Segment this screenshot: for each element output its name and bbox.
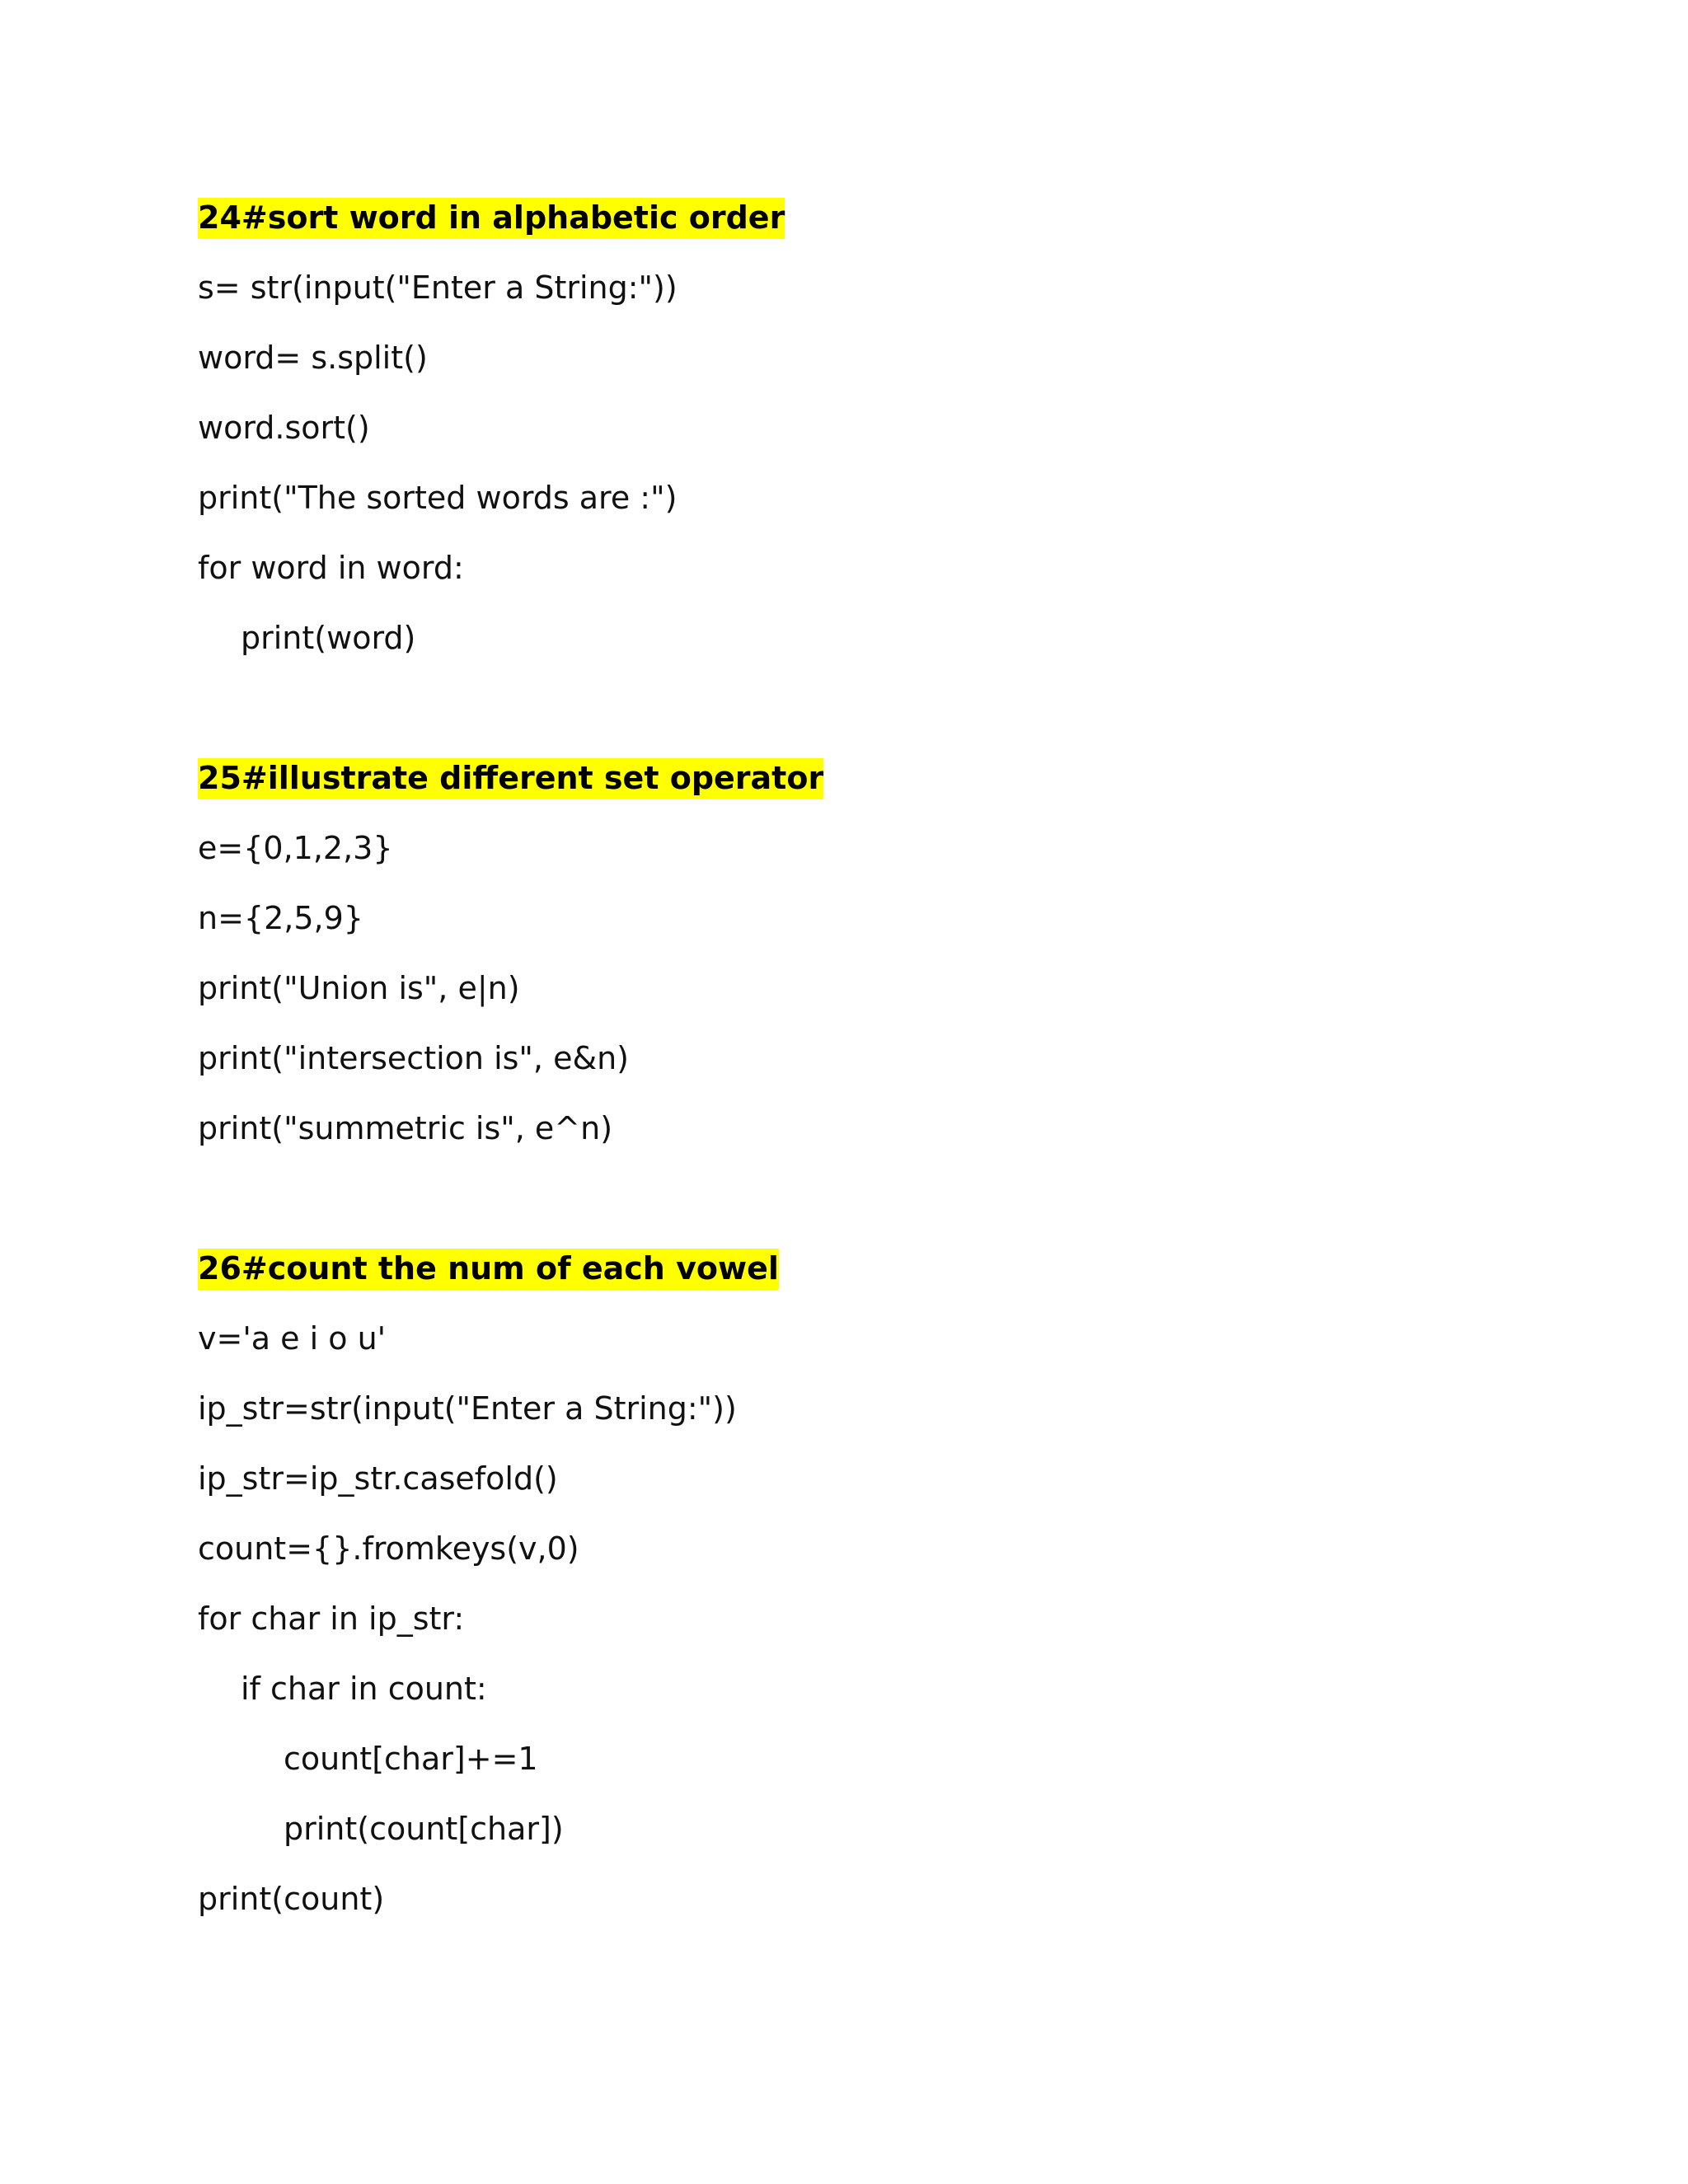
code-line: count={}.fromkeys(v,0) [198,1530,579,1567]
program-section-26 [198,1234,779,1934]
heading-text: 26#count the num of each vowel [198,1249,779,1290]
heading-text: 24#sort word in alphabetic order [198,198,785,239]
code-line: for word in word: [198,550,464,586]
code-line: s= str(input("Enter a String:")) [198,269,678,306]
code-line: ip_str=ip_str.casefold() [198,1460,558,1497]
code-line: print(count[char]) [284,1811,564,1847]
code-line: print("The sorted words are :") [198,480,678,516]
code-line: print(count) [198,1881,385,1917]
code-line: v='a e i o u' [198,1320,387,1357]
code-line: n={2,5,9} [198,900,363,936]
code-line: print("Union is", e|n) [198,970,520,1006]
code-line: print(word) [241,620,416,656]
code-line: for char in ip_str: [198,1601,465,1637]
program-section-25 [198,743,823,1164]
code-line: word.sort() [198,410,370,446]
code-line: if char in count: [241,1671,487,1707]
program-section-24 [198,183,785,673]
section-heading [198,1234,779,1304]
code-line: print("intersection is", e&n) [198,1040,629,1076]
heading-text: 25#illustrate different set operator [198,758,823,799]
code-line: count[char]+=1 [284,1741,538,1777]
code-line: ip_str=str(input("Enter a String:")) [198,1390,737,1427]
code-line: e={0,1,2,3} [198,830,393,866]
section-heading [198,183,785,253]
section-heading [198,743,823,813]
code-line: print("summetric is", e^n) [198,1110,613,1146]
code-line: word= s.split() [198,340,428,376]
